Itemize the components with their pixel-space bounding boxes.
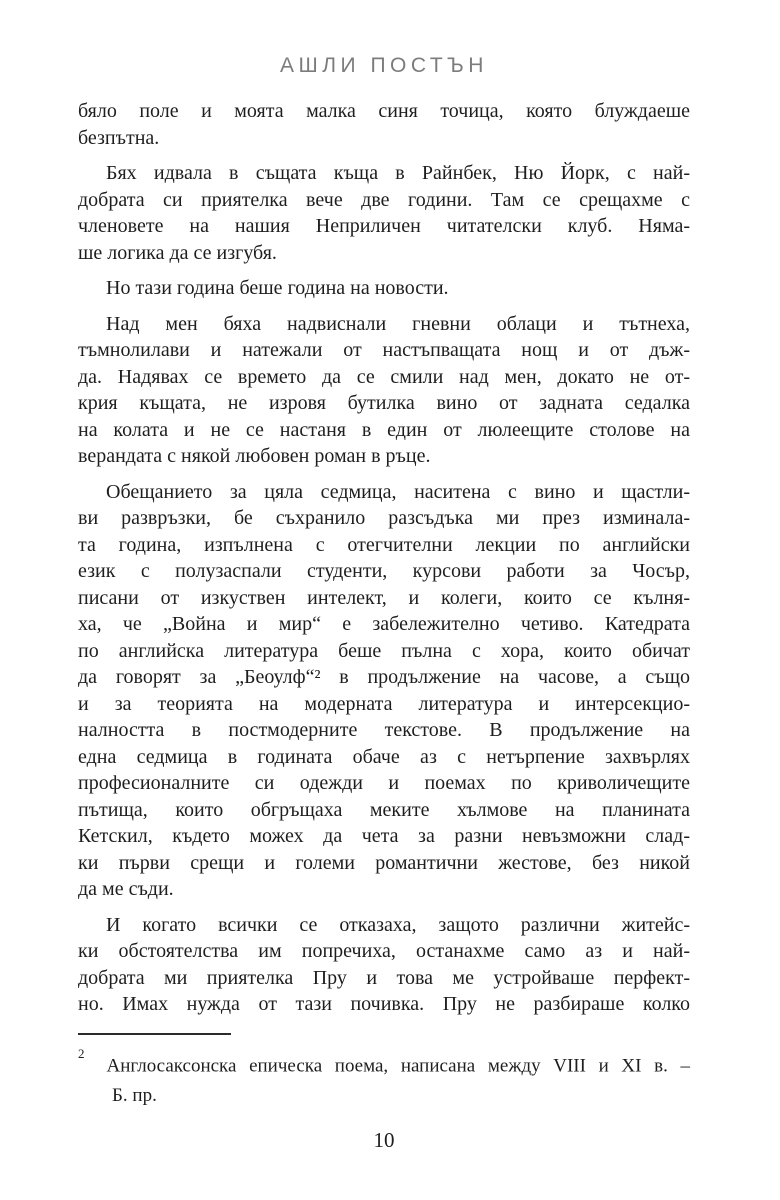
text-line: ше логика да се изгубя. [78, 241, 277, 264]
text-line: верандата с някой любовен роман в ръце. [78, 445, 431, 467]
text-line: крия къщата, не изровя бутилка вино от задната седалка [78, 392, 690, 414]
footnote-separator [78, 1033, 231, 1035]
text-line: и за теорията на модерната литература и интерсекцио- [78, 692, 690, 715]
text-line: писани от изкуствен интелект, и колеги, които се кълня- [78, 586, 690, 609]
text-line: да ме съди. [78, 878, 174, 900]
text-line: добрата си приятелка вече две години. Там се срещахме с [78, 188, 690, 211]
text-line: да. Надявах се времето да се смили над мен, докато не от- [78, 365, 690, 388]
text-line: та година, изпълнена с отегчителни лекции по английски [78, 533, 690, 556]
paragraph [78, 912, 690, 1018]
footnote-line: Б. пр. [112, 1084, 157, 1106]
text-line: Но тази година беше година на новости. [106, 277, 449, 299]
text-line: тъмнолилави и натежали от настъпващата нощ и от дъж- [78, 339, 690, 361]
text-line: налността в постмодерните текстове. В продължение на [78, 719, 690, 741]
text-line: пътища, които обгръщаха меките хълмове на планината [78, 798, 690, 821]
footnote-line [78, 1045, 690, 1081]
text-line: И когато всички се отказаха, защото различни житейс- [106, 913, 690, 936]
text-line: ки първи срещи и големи романтични жестове, без никой [78, 851, 690, 874]
text-line: ки обстоятелства им попречиха, останахме само аз и най- [78, 940, 690, 962]
text-line: добрата ми приятелка Пру и това ме устройваше перфект- [78, 966, 690, 989]
paragraph [78, 311, 690, 470]
footnote-marker: 2 [78, 1045, 85, 1061]
running-header-author: АШЛИ ПОСТЪН [280, 54, 488, 77]
page-number: 10 [373, 1127, 395, 1152]
footnote [78, 1033, 690, 1111]
text-line: Бях идвала в същата къща в Райнбек, Ню Йорк, с най- [106, 162, 690, 184]
text-line: ви развръзки, бе съхранило разсъдъка ми през изминала- [78, 507, 690, 529]
body-text [78, 98, 690, 1018]
text-line: безпътна. [78, 126, 160, 149]
paragraph [78, 160, 690, 266]
paragraph [78, 479, 690, 903]
text-line: но. Имах нужда от тази почивка. Пру не разбираше колко [78, 993, 690, 1015]
text-line: професионалните си одежди и поемах по криволичещите [78, 772, 690, 794]
text-line: членовете на нашия Неприличен читателски клуб. Няма- [78, 215, 690, 237]
text-line: език с полузаспали студенти, курсови работи за Чосър, [78, 560, 690, 582]
paragraph [78, 98, 690, 151]
text-line: да говорят за „Беоулф“² в продължение на часове, а също [78, 666, 690, 688]
text-line: една седмица в годината обаче аз с нетърпение захвърлях [78, 745, 690, 768]
text-line: ха, че „Война и мир“ е забележително четиво. Катедрата [78, 613, 690, 635]
text-line: Над мен бяха надвиснали гневни облаци и тътнеха, [106, 312, 690, 335]
text-line: на колата и не се настаня в един от люлеещите столове на [78, 418, 690, 441]
text-line: Кетскил, където можех да чета за разни невъзможни слад- [78, 825, 690, 847]
text-line: бяло поле и моята малка синя точица, която блуждаеше [78, 100, 690, 122]
footnote-line-text: Англосаксонска епическа поема, написана между VIII и XI в. – [106, 1054, 690, 1076]
paragraph [78, 275, 690, 302]
footnote-text [78, 1045, 690, 1111]
text-line: по английска литература беше пълна с хора, които обичат [78, 639, 690, 662]
text-line: Обещанието за цяла седмица, наситена с вино и щастли- [106, 480, 690, 503]
